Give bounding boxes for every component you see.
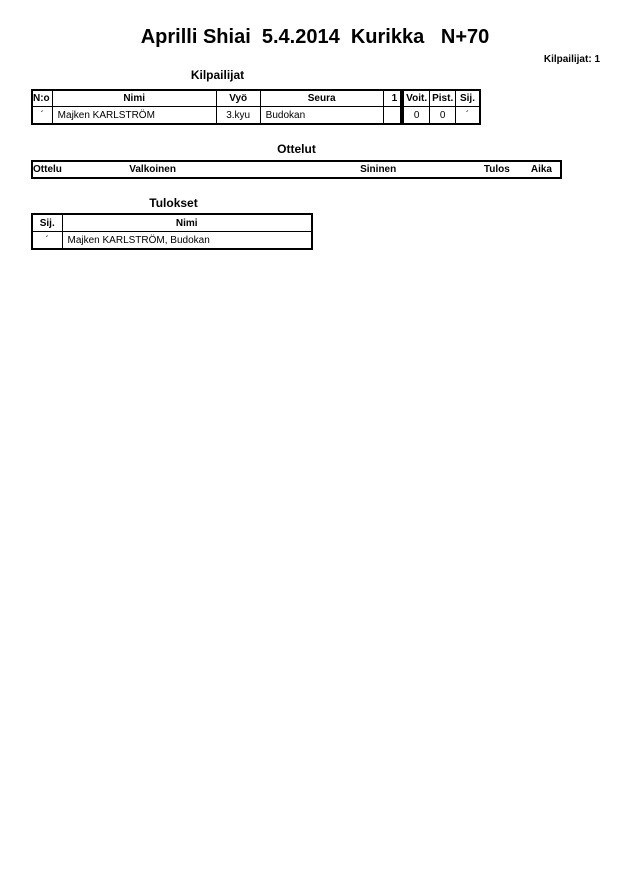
col-header-no: N:o (32, 90, 52, 107)
col-header-result-place: Sij. (32, 214, 62, 232)
cell-result-name: Majken KARLSTRÖM, Budokan (62, 232, 312, 250)
col-header-name: Nimi (52, 90, 216, 107)
col-header-round-1: 1 (383, 90, 401, 107)
cell-club: Budokan (260, 107, 383, 125)
col-header-points: Pist. (430, 90, 456, 107)
competitor-count-label: Kilpailijat: (543, 54, 592, 65)
competitor-count-value: 1 (594, 54, 600, 65)
col-header-blue: Sininen (360, 164, 397, 175)
col-header-place: Sij. (456, 90, 480, 107)
matches-header-row (32, 161, 561, 178)
cell-wins: 0 (403, 107, 429, 125)
cell-no: ´ (32, 107, 52, 125)
col-header-result-name: Nimi (62, 214, 312, 232)
competitors-header-row (32, 90, 480, 107)
col-header-wins: Voit. (403, 90, 429, 107)
competitor-count (544, 54, 600, 65)
col-header-match: Ottelu (33, 164, 62, 175)
cell-belt: 3.kyu (216, 107, 260, 125)
table-row (32, 232, 312, 250)
competitors-section-title: Kilpailijat (190, 68, 245, 82)
matches-section-title: Ottelut (277, 142, 316, 156)
cell-place: ´ (456, 107, 480, 125)
cell-result-place: ´ (32, 232, 62, 250)
col-header-white: Valkoinen (129, 164, 176, 175)
matches-table (31, 160, 562, 179)
col-header-time: Aika (530, 164, 552, 175)
col-header-club: Seura (260, 90, 383, 107)
table-row (32, 107, 480, 125)
col-header-result: Tulos (483, 164, 510, 175)
competitors-table (31, 89, 481, 125)
results-table (31, 213, 313, 250)
results-header-row (32, 214, 312, 232)
cell-points: 0 (430, 107, 456, 125)
cell-round-1 (383, 107, 401, 125)
cell-name: Majken KARLSTRÖM (52, 107, 216, 125)
page-title: Aprilli Shiai 5.4.2014 Kurikka N+70 (140, 26, 490, 48)
results-section-title: Tulokset (149, 196, 198, 210)
col-header-belt: Vyö (216, 90, 260, 107)
